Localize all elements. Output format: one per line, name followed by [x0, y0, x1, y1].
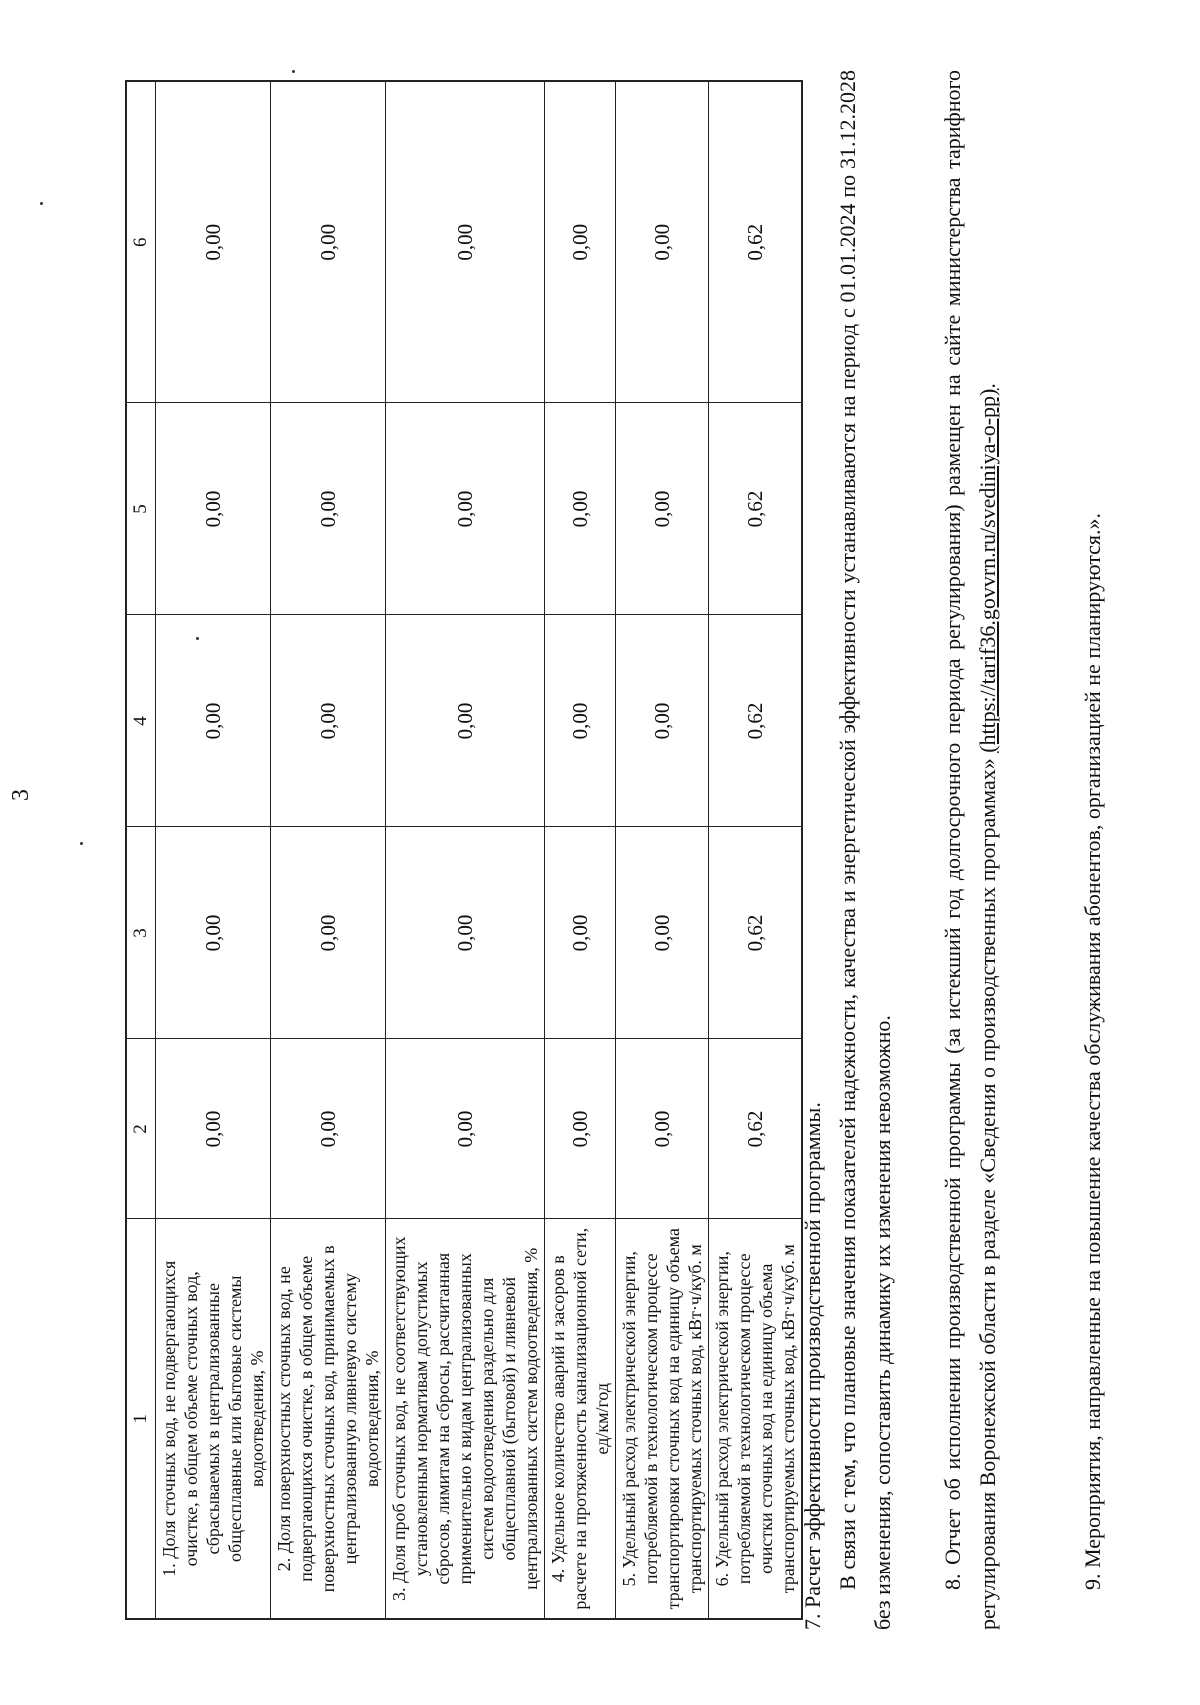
value-cell: 0,00 — [271, 1039, 386, 1219]
indicator-cell: 5. Удельный расход электрической энергии, потребляемой в технологическом процессе транспортировки сточных вод на единицу объема транспортируемых сточных вод, кВт·ч/куб. м — [616, 1219, 709, 1619]
value-cell: 0,00 — [386, 1039, 545, 1219]
section-8-link[interactable]: (https://tarif36.govvrn.ru/svediniya-o-pp) — [975, 388, 1000, 753]
value-cell: 0,00 — [156, 81, 271, 403]
scan-speck — [80, 842, 83, 845]
value-cell: 0,00 — [271, 81, 386, 403]
table-row — [271, 81, 386, 1619]
table-row — [386, 81, 545, 1619]
value-cell: 0,62 — [709, 615, 803, 827]
value-cell: 0,00 — [156, 403, 271, 615]
indicator-cell: 4. Удельное количество аварий и засоров в расчете на протяженность канализационной сети, ед/км/год — [545, 1219, 616, 1619]
column-header: 6 — [126, 81, 156, 403]
column-header: 3 — [126, 827, 156, 1039]
value-cell: 0,00 — [545, 403, 616, 615]
value-cell: 0,00 — [616, 615, 709, 827]
scan-speck — [40, 202, 43, 205]
scan-speck — [196, 637, 199, 640]
value-cell: 0,00 — [156, 615, 271, 827]
table-row — [709, 81, 803, 1619]
indicators-table — [125, 80, 803, 1620]
value-cell: 0,00 — [616, 827, 709, 1039]
value-cell: 0,62 — [709, 403, 803, 615]
value-cell: 0,00 — [156, 827, 271, 1039]
value-cell: 0,00 — [386, 827, 545, 1039]
indicator-cell: 6. Удельный расход электрической энергии, потребляемой в технологическом процессе очистки сточных вод на единицу объема транспортируемых сточных вод, кВт·ч/куб. м — [709, 1219, 803, 1619]
column-header: 2 — [126, 1039, 156, 1219]
section-7-heading: 7. Расчет эффективности производственной программы. — [800, 1102, 825, 1630]
section-7-text: В связи с тем, что плановые значения показателей надежности, качества и энергетической эффективности устанавливаются на период с 01.01.2024 по 31.12.2028 без изменения, сопоставить динамику их изменения невозможно. — [835, 70, 895, 1630]
section-8-text: 8. Отчет об исполнении производственной программы (за истекший год долгосрочного периода регулирования) размещен на сайте министерства тарифного регулирования Воронежской области в разделе «Сведения о производственных программах» — [940, 70, 1000, 1630]
value-cell: 0,00 — [545, 827, 616, 1039]
table-row — [545, 81, 616, 1619]
value-cell: 0,00 — [271, 403, 386, 615]
value-cell: 0,00 — [386, 403, 545, 615]
value-cell: 0,62 — [709, 81, 803, 403]
value-cell: 0,00 — [616, 1039, 709, 1219]
value-cell: 0,62 — [709, 827, 803, 1039]
table-row — [616, 81, 709, 1619]
value-cell: 0,00 — [545, 81, 616, 403]
column-header: 4 — [126, 615, 156, 827]
table-row — [156, 81, 271, 1619]
indicator-cell: 1. Доля сточных вод, не подвергающихся очистке, в общем объеме сточных вод, сбрасываемых в централизованные общесплавные или бытовые системы водоотведения, % — [156, 1219, 271, 1619]
indicator-cell: 2. Доля поверхностных сточных вод, не подвергающихся очистке, в общем объеме поверхностных сточных вод, принимаемых в централизованную ливневую систему водоотведения, % — [271, 1219, 386, 1619]
column-header: 5 — [126, 403, 156, 615]
value-cell: 0,00 — [386, 81, 545, 403]
section-8-paragraph — [935, 70, 1005, 1630]
column-header: 1 — [126, 1219, 156, 1619]
value-cell: 0,00 — [545, 1039, 616, 1219]
section-8-end: . — [975, 383, 1000, 389]
value-cell: 0,00 — [616, 81, 709, 403]
value-cell: 0,00 — [386, 615, 545, 827]
value-cell: 0,62 — [709, 1039, 803, 1219]
value-cell: 0,00 — [156, 1039, 271, 1219]
scan-speck — [292, 70, 295, 73]
value-cell: 0,00 — [616, 403, 709, 615]
section-9-text: 9. Мероприятия, направленные на повышение качества обслуживания абонентов, организацией не планируются.». — [1080, 512, 1105, 1590]
value-cell: 0,00 — [271, 827, 386, 1039]
page-number: 3 — [8, 789, 34, 801]
value-cell: 0,00 — [271, 615, 386, 827]
indicator-cell: 3. Доля проб сточных вод, не соответствующих установленным нормативам допустимых сбросов, лимитам на сбросы, рассчитанная применительно к видам централизованных систем водоотведения раздельно для общесплавной (бытовой) и ливневой централизованных систем водоотведения, % — [386, 1219, 545, 1619]
value-cell: 0,00 — [545, 615, 616, 827]
table-header-row — [126, 81, 156, 1619]
